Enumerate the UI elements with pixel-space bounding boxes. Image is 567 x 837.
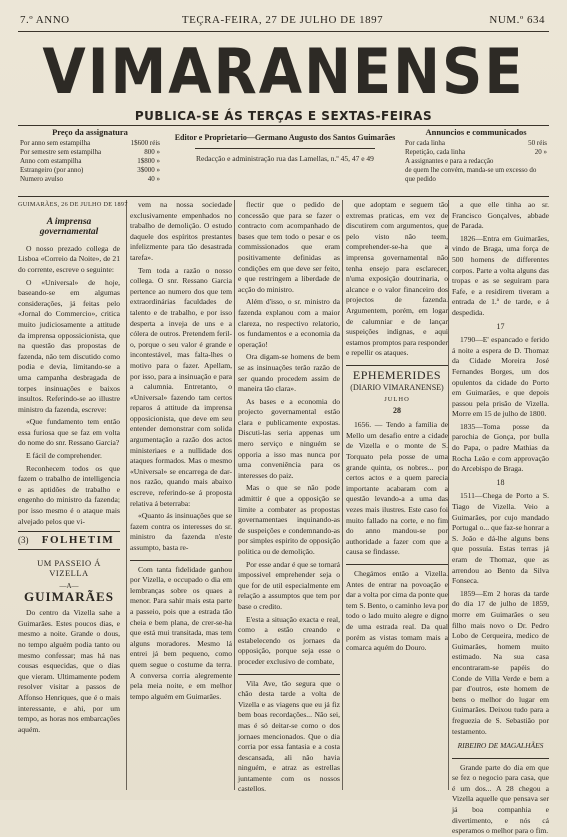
- column-2: [130, 200, 232, 790]
- paragraph: flectir que o pedido de concessão que para se fazer o contracto com acompanhado de bases que tem todo o pesar e os commissionados que eram positivamente definidas as condições em que deve ser feito, e que restringem a liberdade de acção do ministro.: [238, 200, 340, 294]
- paragraph: Grande parte do dia em que se fez o negocio para casa, que é um dos... A 28 chegou a Vizella aquelle que pensava ser já boa companhia e divertimento, e nós cá esperamos o melhor para o fim.: [452, 762, 549, 836]
- paragraph: Reconhecem todos os que fazem o trabalho de intelligencia e as aptidões de trabalho e engenho do ministro da fazenda; por isso mesmo é o ataque mais alvejado pelos que vi-: [18, 463, 120, 526]
- paragraph: E'esta a situação exacta e real, como a estão creando e estabelecendo os jornaes da opposição, porque seja esse o proceder exclusivo de combate,: [238, 614, 340, 666]
- serial-place: GUIMARÃES: [24, 588, 114, 604]
- section-rule: [130, 560, 232, 561]
- ads-label: Repetição, cada linha: [405, 148, 466, 156]
- paragraph: «Que fundamento tem então essa furiosa que se faz em volta do nome do snr. Ressano Garcia?: [18, 417, 120, 448]
- paragraph: 1835—Toma posse da parochia de Gonça, por bulla do Papa, o padre Mathias da Rocha Leão e com approvação do Arcebispo de Braga.: [452, 421, 549, 474]
- folhetim-number: (3): [18, 535, 29, 546]
- ephemerides-month: JULHO: [384, 396, 410, 404]
- section-rule: [238, 674, 340, 675]
- ephemerides-subtitle: (DIARIO VIMARANENSE): [350, 382, 444, 392]
- ads-note: de quem lhe convém, manda-se um excesso do que pedido: [405, 166, 537, 183]
- top-rule: [18, 31, 549, 32]
- editor-divider: [195, 148, 375, 149]
- folhetim-title: FOLHETIM: [41, 534, 115, 547]
- paragraph: Chegámos então a Vizella. Antes de entrar na povoação e dar a volta por cima da ponte que tem S. Bento, o caminho leva por todo o lado muito alegre e digno de uma estrada real. Da qual porém as vistas tomam mais a comarca aquém do Douro.: [346, 569, 448, 653]
- subscription-row: [20, 139, 160, 148]
- price-value: 1$800 »: [137, 157, 160, 165]
- ephemerides-title: EPHEMERIDES: [346, 365, 448, 381]
- serial-a: —A—: [59, 582, 79, 590]
- paragraph: Por esse andar é que se tornará impossivel emprehender seja o que for de util especialmente em relação a assumptos que tem por base o credito.: [238, 559, 340, 611]
- subscription-row: [20, 175, 160, 184]
- paragraph: Tem toda a razão o nosso collega. O snr. Ressano Garcia pertence ao numero dos que tem extraordinárias faculdades de talento e de trabalho, e por isso desperta a inveja de uns e a cólera de outros. Pretendem feril-o, porque o seu valor é grande e incontestável, mas falta-lhes o motivo para o fazer. Apellam, por isso, para a insinuação e para a calumnia. Entretanto, o «Universal» fazendo tam certos reparos á attitude da imprensa opposicionista, que deve em seu entender demonstrar com solida argumentação a razão dos actos ministeriaes e a nullidade dos ataques formados. Mas o mesmo «Universal» se encarrega de dar-nos razão, quando mais abaixo escreve, referindo-se á proposta relativa á beterraba:: [130, 265, 232, 508]
- paragraph: Ora digam-se homens de bem se as insinuações terão razão de ser quando procedem assim de maneira tão clara».: [238, 352, 340, 394]
- ephemerides-day: 17: [496, 321, 505, 331]
- columns-top-rule: [18, 196, 549, 197]
- price-label: Por anno sem estampilha: [20, 139, 91, 147]
- ads-row: [405, 157, 547, 166]
- price-value: 800 »: [144, 148, 160, 156]
- paragraph: Vila Ave, tão segura que o chão desta tarde a volta de Vizella e as viagens que eu já fiz bem boas recordações... Não sei, mas é só deitar-se como o dos jornaes mencionados. Que o dia corria por essa fantasia e a costa descansada, ali não havia ninguém, e atraz as estrellas juntamente com os nossos castellos.: [238, 678, 340, 794]
- ads-row: [405, 139, 547, 148]
- ads-label: Por cada linha: [405, 139, 446, 147]
- subscription-row: [20, 157, 160, 166]
- ephemerides-day: 18: [496, 477, 505, 487]
- paragraph: a que elle tinha ao sr. Francisco Gonçalves, abbade de Parada.: [452, 200, 549, 231]
- paragraph: O nosso prezado collega de Lisboa «Correio da Noite», de 21 do corrente, escreve o seguinte:: [18, 243, 120, 274]
- paragraph: Além d'isso, o sr. ministro da fazenda explanou com a maior clareza, no respectivo relatorio, os fundamentos e a economia da operação!: [238, 297, 340, 349]
- issue-number: NUM.º 634: [489, 14, 545, 26]
- paragraph: E fácil de comprehender.: [26, 451, 102, 461]
- serial-title: UM PASSEIO Á VIZELLA: [37, 557, 101, 579]
- masthead-rule: [18, 125, 549, 126]
- paragraph: 1790—E' espancado e ferido á noite a espera de D. Thomaz da Cidade Moreira José Fernandes Borges, um dos opulentos da cidade do Porto em Guimarães, e que depois passou pela prisão de Vizella. Morre em 15 de julho de 1800.: [452, 335, 549, 419]
- year-of-publication: 7.º ANNO: [20, 14, 70, 26]
- ads-heading: Annuncios e communicados: [425, 127, 527, 137]
- ads-box: [405, 128, 547, 184]
- price-label: Estrangeiro (por anno): [20, 166, 84, 174]
- top-line: [20, 6, 545, 34]
- subscription-row: [20, 166, 160, 175]
- masthead-subtitle: PUBLICA-SE ÁS TERÇAS E SEXTAS-FEIRAS: [134, 109, 433, 123]
- article-headline: A imprensa governamental: [39, 216, 99, 238]
- masthead-title: VIMARANENSE: [42, 36, 525, 109]
- paragraph: Mas o que se não pode admittir é que a opposição se limite a combater as propostas governamentaes inquinando-as de suspeições e condemnando-as por simples espirito de opposição politica ou de demolição.: [238, 483, 340, 556]
- paragraph: Do centro da Vizella sahe a Guimarães. Estes poucos dias, e mesmo a noite. Grande o dous, no tempo alguém podia tanto ou mesmo confessar; mas há nas cousas esquecidas, que o dias que vieram. Ultimamente podem resolver visitar a passos de Affonso Henriques, que é o mais interessante, e ahi, por um tempo, as horas nos embarcações aquém.: [18, 608, 120, 734]
- address-line: Redacção e administração rua das Lamellas, n.º 45, 47 e 49: [196, 154, 374, 163]
- subscription-heading: Preço da assignatura: [52, 127, 128, 137]
- price-value: 3$000 »: [137, 166, 160, 174]
- editor-box: [165, 132, 405, 165]
- ads-value: 50 réis: [528, 139, 547, 147]
- section-rule: [452, 758, 549, 759]
- price-label: Numero avulso: [20, 175, 63, 183]
- column-1: [18, 200, 128, 790]
- column-5: [452, 200, 549, 836]
- signature: RIBEIRO DE MAGALHÃES: [457, 741, 544, 751]
- ads-value: 20 »: [534, 148, 547, 156]
- price-label: Anno com estampilha: [20, 157, 82, 165]
- paragraph: O «Universal» de hoje, baseando-se em algumas considerações, já feitas pelo «Jornal do Commercio», critica muito judiciosamente a attitude da imprensa oppossicionista, que na questão das propostas de fazenda, não tem discutido como podia e devia, limitando-se a uma campanha desbragada de torpes insinuações e baixos insultos. Referindo-se ao illustre ministro da fazenda, escreve:: [18, 277, 120, 414]
- paragraph: «Quanto ás insinuações que se fazem contra os interesses do sr. ministro da fazenda n'este assumpto, basta re-: [130, 511, 232, 552]
- paragraph: As bases e a economia do projecto governamental estão clara e publicamente expostas. Discuti-las seria appenas um mero serviço e ninguém se opporia a isso mas nunca por uma conveniência para os interesses do paiz.: [238, 396, 340, 480]
- editor-line: Editor e Proprietario—Germano Augusto dos Santos Guimarães: [174, 133, 396, 142]
- paragraph: vem na nossa sociedade exclusivamente empenhados no trabalho de demolição. O estudo daquele dos espíritos prestantes infelizmente para tão desastrada tarefa».: [130, 200, 232, 262]
- subscription-box: [20, 128, 160, 184]
- paragraph: que adoptam e seguem tão extremas praticas, em vez de discutirem com argumentos, que pelo visto não teem, comprehender-se-ha que a imprensa governamental não tenha ensejo para esclarecer, n'uma exposição doutrinaria, o alcance e o valor financeiro dos projectos de fazenda. Argumentem, porém, em logar de calumniar e de lançar suspeições indignas, e aqui estamos promptos para responder e repellir os ataques.: [346, 200, 448, 358]
- paragraph: 1826—Entra em Guimarães, vindo de Braga, uma força de 500 homens de differentes corpos. Parte a volta alguns das tropas e as se seguiram para Fafe, e a residirem tiveram a entrada de 1.ª de tarde, e á despedida.: [452, 233, 549, 317]
- paragraph: 1656. — Tendo a família de Mello um desafio entre a cidade de Vizella e o monte de S. Torquato pela posse de uma grande quinta, os nobres... por certos actos e a quem parecia importante acabaram com a questão levando-a a uma das vezes mais ilustres. Este caso foi muito fallado na corte, e no fim do anno mandou-se por authoridade a fazer com que a causa se findasse.: [346, 420, 448, 557]
- ads-row: [405, 148, 547, 157]
- subscription-row: [20, 148, 160, 157]
- price-value: 1$600 réis: [130, 139, 160, 147]
- folhetim-banner: [18, 531, 120, 550]
- paragraph: 1859—Em 2 horas da tarde do dia 17 de julho de 1859, morre em Guimarães o seu filho mais novo o Dr. Pedro Lobo de Cerqueira, medico de Guimarães, homem muito estimado. Na sua casa encontraram-se papéis do Conde de Villa Verde e bem a par d'outros, este homem de bens o melhor do lugar em Guimarães. Deixou tudo para a freguezia de S. Sebastião por testamento.: [452, 588, 549, 736]
- column-4: [346, 200, 448, 790]
- section-rule: [346, 564, 448, 565]
- ephemerides-day: 28: [393, 405, 401, 415]
- dateline: GUIMARÃES, 26 DE JULHO DE 1897: [18, 201, 128, 208]
- column-3: [238, 200, 340, 794]
- paragraph: 1511—Chega de Porto a S. Tiago de Vizella. Veio a Guimarães, por cujo mandado Portugal o... que faz-se honrar a S. João e dá-lhe alguns bens que possuía. Estas terras já eram de Thomaz, que as arrendou ao Bento da Silva Fonseca.: [452, 491, 549, 586]
- price-value: 40 »: [147, 175, 160, 183]
- ads-label: A assignantes e para a redacção: [405, 157, 494, 165]
- paragraph: Com tanta fidelidade ganhou por Vizella, e occupado o dia em lembranças sobre os quaes a menor. Para sahir mais esta parte a passeio, pois que a estrada tão cheia e bem plana, de crer-se-ha que está mui transitada, mas tem alguns moradores. Mesmo lá entrei já bem pequeno, como quem segue o costume da terra. A conversa corria alegremente pela meia noite, e em melhor tempo alguém em Guimarães.: [130, 564, 232, 701]
- issue-date: TEÇRA-FEIRA, 27 DE JULHO DE 1897: [181, 14, 384, 26]
- article-columns: [18, 200, 549, 836]
- price-label: Por semestre sem estampilha: [20, 148, 102, 156]
